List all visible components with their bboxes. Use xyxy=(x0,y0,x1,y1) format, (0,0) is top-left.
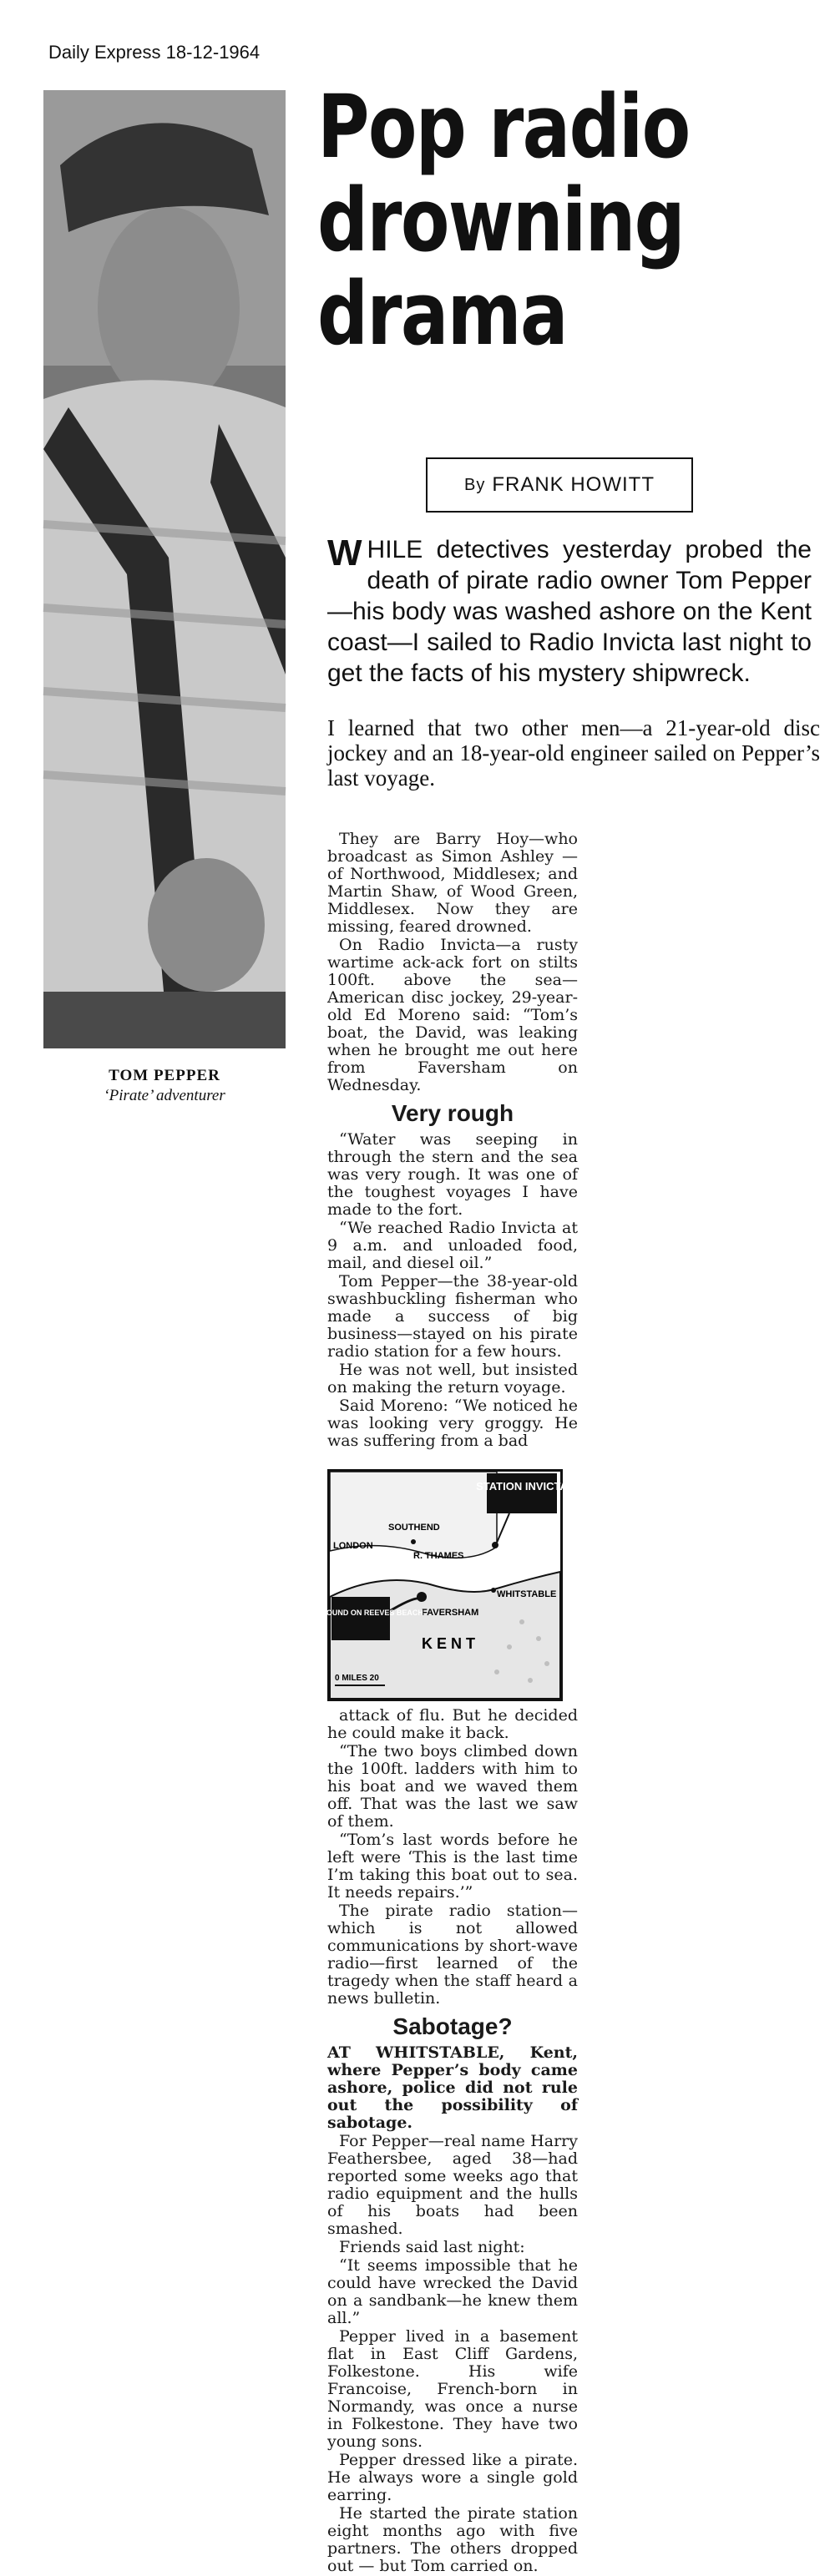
article-column-1 xyxy=(327,831,578,1451)
photo-caption-sub: ‘Pirate’ adventurer xyxy=(104,1087,225,1104)
lede-text: HILE detectives yesterday probed the death of pirate radio owner Tom Pepper—his body was washed ashore on the Kent coast—I sailed to Radio Invicta last night to get the facts of his mystery shipwreck. xyxy=(327,536,812,687)
paragraph: “It seems impossible that he could have wrecked the David on a sandbank—he knew them all.” xyxy=(327,2256,578,2327)
headline-line: drowning xyxy=(317,169,685,271)
paragraph: On Radio Invicta—a rusty wartime ack-ack fort on stilts 100ft. above the sea—American disc jockey, 29-year-old Ed Moreno said: “Tom’s boat, the David, was leaking when he brought me out here from Faversham on Wednesday. xyxy=(327,936,578,1094)
headline-line: Pop radio xyxy=(317,76,690,178)
source-line: Daily Express 18-12-1964 xyxy=(48,42,261,63)
map-label-scale: 0 MILES 20 xyxy=(335,1674,379,1683)
photo-caption-name: TOM PEPPER xyxy=(109,1067,220,1084)
paragraph: “The two boys climbed down the 100ft. ladders with him to his boat and we waved them off. That was the last we saw of them. xyxy=(327,1742,578,1831)
map-label-london: LONDON xyxy=(333,1541,373,1551)
paragraph: Friends said last night: xyxy=(339,2238,525,2256)
byline xyxy=(426,457,693,513)
paragraph: Said Moreno: “We noticed he was looking very groggy. He was suffering from a bad xyxy=(327,1397,578,1450)
headline-line: drama xyxy=(317,263,567,365)
map-label-body: BODY FOUND ON REEVES BEACH xyxy=(298,1609,423,1617)
paragraph: He was not well, but insisted on making the return voyage. xyxy=(327,1361,578,1397)
map-label-kent: K E N T xyxy=(422,1635,476,1652)
paragraph: Pepper lived in a basement flat in East Cliff Gardens, Folkestone. His wife Francoise, French-born in Normandy, was once a nurse in Folkestone. They have two young sons. xyxy=(327,2327,578,2451)
paragraph: The pirate radio station—which is not allowed communications by short-wave radio—first learned of the tragedy when the staff heard a news bulletin. xyxy=(327,1902,578,2008)
tom-pepper-photo xyxy=(43,90,286,1048)
byline-name: FRANK HOWITT xyxy=(492,473,655,496)
kent-map xyxy=(298,1469,568,1701)
intro-paragraph: I learned that two other men—a 21-year-old disc jockey and an 18-year-old engineer sailed on Pepper’s last voyage. xyxy=(327,715,820,790)
paragraph: “We reached Radio Invicta at 9 a.m. and unloaded food, mail, and diesel oil.” xyxy=(327,1219,578,1272)
paragraph: “Tom’s last words before he left were ‘This is the last time I’m taking this boat out to sea. It needs repairs.’” xyxy=(327,1831,578,1902)
paragraph: He started the pirate station eight months ago with five partners. The others dropped out — but Tom carried on. xyxy=(327,2504,578,2575)
byline-prefix: By xyxy=(464,475,486,494)
lede-paragraph xyxy=(327,534,812,689)
headline xyxy=(317,76,728,365)
subheading-sabotage: Sabotage? xyxy=(392,2013,513,2039)
map-label-southend: SOUTHEND xyxy=(388,1523,440,1533)
drop-cap: W xyxy=(327,533,362,573)
subheading-very-rough: Very rough xyxy=(391,1100,514,1126)
paragraph: attack of flu. But he decided he could make it back. xyxy=(327,1706,578,1742)
article-column-2 xyxy=(327,1707,578,2576)
map-label-whitstable: WHITSTABLE xyxy=(497,1589,557,1599)
paragraph: Tom Pepper—the 38-year-old swashbuckling fisherman who made a success of big business—stayed on his pirate radio station for a few hours. xyxy=(327,1272,578,1361)
paragraph: AT WHITSTABLE, Kent, where Pepper’s body came ashore, police did not rule out the possibility of sabotage. xyxy=(327,2043,578,2132)
paragraph: They are Barry Hoy—who broadcast as Simon Ashley — of Northwood, Middlesex; and Martin Shaw, of Wood Green, Middlesex. Now they are missing, feared drowned. xyxy=(327,830,578,936)
paragraph: “Water was seeping in through the stern and the sea was very rough. It was one of the toughest voyages I have made to the fort. xyxy=(327,1130,578,1219)
map-label-thames: R. THAMES xyxy=(413,1551,464,1561)
map-label-station: STATION INVICTA xyxy=(476,1480,568,1493)
paragraph: Pepper dressed like a pirate. He always wore a single gold earring. xyxy=(327,2451,578,2504)
map-label-faversham: FAVERSHAM xyxy=(422,1608,479,1618)
paragraph: For Pepper—real name Harry Feathersbee, aged 38—had reported some weeks ago that radio equipment and the hulls of his boats had been smashed. xyxy=(327,2132,578,2238)
